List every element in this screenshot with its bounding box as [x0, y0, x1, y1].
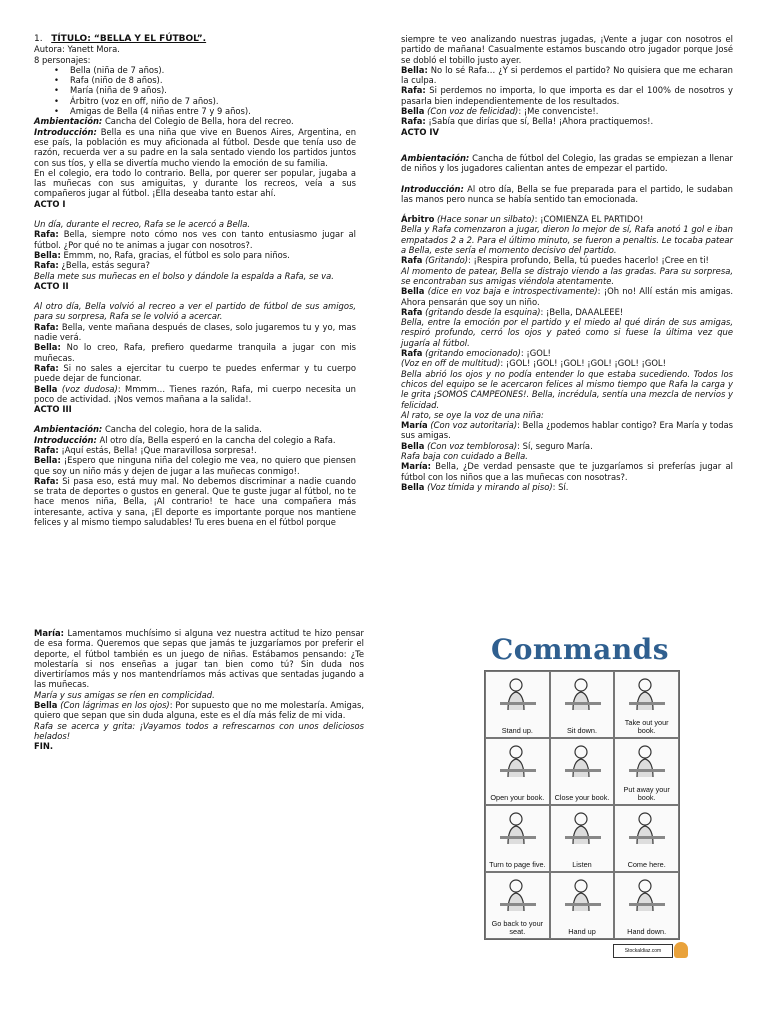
commands-grid	[484, 670, 680, 940]
setting: Ambientación: Cancha del colegio, hora de la salida.	[34, 424, 262, 435]
command-card	[614, 738, 679, 805]
command-card	[614, 872, 679, 939]
play-title: 1. TÍTULO: “BELLA Y EL FÚTBOL”.	[34, 34, 207, 44]
sit-down-icon	[561, 676, 605, 712]
setting: Ambientación: Cancha de fútbol del Colegio, las gradas se empiezan a llenar de niños y los jugadores calientan antes de empezar el partido.	[401, 152, 733, 174]
list-item: • Rafa (niño de 8 años).	[70, 75, 356, 85]
command-label: Turn to page five.	[489, 860, 546, 869]
list-item: • María (niña de 9 años).	[70, 85, 356, 95]
come-here-icon	[625, 810, 669, 846]
dialogue-line: Bella: No lo creo, Rafa, prefiero quedarme tranquila a jugar con mis muñecas.	[34, 342, 356, 363]
dialogue-line: Bella (dice en voz baja e introspectivamente): ¡Oh no! Allí están mis amigas. Ahora pensarán que soy un niño.	[401, 286, 733, 307]
open-book-icon	[496, 743, 540, 779]
command-card	[485, 872, 550, 939]
list-item: • Bella (niña de 7 años).	[70, 65, 356, 75]
author: Autora: Yanett Mora.	[34, 44, 120, 55]
dialogue-line: Bella (voz dudosa): Mmmm… Tienes razón, Rafa, mi cuerpo necesita un poco de actividad. ¡Nos vemos mañana a la salida!.	[34, 383, 356, 404]
stage-direction: Un día, durante el recreo, Rafa se le acercó a Bella.	[34, 219, 251, 230]
stage-direction: Al otro día, Bella volvió al recreo a ver el partido de fútbol de sus amigos, para su sorpresa, Rafa se le volvió a acercar.	[34, 301, 356, 322]
dialogue-line: Rafa: Bella, siempre noto cómo nos ves con tanto entusiasmo jugar al fútbol. ¿Por qué no te animas a jugar con nosotros?.	[34, 229, 356, 250]
dialogue-line: Rafa: ¿Bella, estás segura?	[34, 260, 150, 271]
act-heading: ACTO IV	[401, 126, 439, 137]
stage-direction: Bella mete sus muñecas en el bolso y dándole la espalda a Rafa, se va.	[34, 270, 334, 281]
bottom-column	[34, 628, 364, 752]
command-card	[550, 805, 615, 872]
characters-label: 8 personajes:	[34, 54, 91, 65]
stage-direction: Rafa baja con cuidado a Bella.	[401, 450, 528, 461]
command-label: Hand up	[568, 927, 596, 936]
command-card	[485, 805, 550, 872]
introduction: Introducción: Al otro día, Bella esperó en la cancha del colegio a Rafa.	[34, 434, 336, 445]
go-back-icon	[496, 877, 540, 913]
dialogue-line: María (Con voz autoritaria): Bella ¿podemos hablar contigo? Era María y todas sus amigas.	[401, 420, 734, 441]
stage-direction: Al momento de patear, Bella se distrajo viendo a las gradas. Para su sorpresa, se encontraban sus amigas viéndola atentamente.	[401, 265, 733, 286]
command-label: Go back to your seat.	[491, 919, 544, 936]
dialogue-line: Rafa (gritando desde la esquina): ¡Bella, DAAALEEE!	[401, 306, 624, 317]
command-card	[614, 805, 679, 872]
hand-up-icon	[561, 877, 605, 913]
right-column	[401, 34, 733, 492]
paragraph: En el colegio, era todo lo contrario. Bella, por querer ser popular, jugaba a las muñecas con sus amiguitas, y durante los recreos, veía a sus compañeros jugar al fútbol. ¡Ella deseaba tanto estar ahí.	[34, 167, 356, 199]
command-label: Open your book.	[490, 793, 545, 802]
dialogue-line: (Voz en off de multitud): ¡GOL! ¡GOL! ¡GOL! ¡GOL! ¡GOL! ¡GOL!	[401, 358, 666, 369]
listen-icon	[561, 810, 605, 846]
end-marker: FIN.	[34, 741, 54, 752]
act-heading: ACTO I	[34, 198, 66, 209]
setting: Ambientación: Cancha del Colegio de Bella, hora del recreo.	[34, 116, 294, 127]
command-label: Put away your book.	[623, 785, 670, 802]
act-heading: ACTO II	[34, 280, 69, 291]
dialogue-line: siempre te veo analizando nuestras jugadas, ¡Vente a jugar con nosotros el partido de mañana! Casualmente estamos buscando otro jugador porque José se dobló el tobillo justo ayer.	[401, 34, 733, 65]
dialogue-line: Bella (Con voz temblorosa): Sí, seguro María.	[401, 440, 593, 451]
command-card	[550, 671, 615, 738]
take-out-book-icon	[625, 676, 669, 712]
dialogue-line: Rafa (gritando emocionado): ¡GOL!	[401, 348, 551, 359]
command-card	[485, 671, 550, 738]
characters-list	[34, 65, 356, 116]
dialogue-line: Rafa: ¡Sabía que dirías que sí, Bella! ¡Ahora practiquemos!.	[401, 116, 654, 127]
dialogue-line: Bella (Con lágrimas en los ojos): Por supuesto que no me molestaría. Amigas, quiero que sepan que sin duda alguna, este es el día más feliz de mi vida.	[34, 700, 364, 721]
introduction: Introducción: Al otro día, Bella se fue preparada para el partido, le sudaban las manos pero nunca se había sentido tan emocionada.	[401, 183, 733, 204]
command-label: Close your book.	[554, 793, 610, 802]
act-heading: ACTO III	[34, 404, 72, 415]
command-card	[550, 738, 615, 805]
dialogue-line: Rafa (Gritando): ¡Respira profundo, Bella, tú puedes hacerlo! ¡Cree en ti!	[401, 255, 709, 266]
stage-direction: Bella y Rafa comenzaron a jugar, dieron lo mejor de sí, Rafa anotó 1 gol e iban empatados 2 a 2. Para el último minuto, se fueron a penaltis. Le tocaba patear a Bella, este sería el momento decisivo del partido.	[401, 224, 733, 256]
logo-mascot-icon	[674, 942, 688, 958]
stand-up-icon	[496, 676, 540, 712]
dialogue-line: Bella: Emmm, no, Rafa, gracias, el fútbol es solo para niños.	[34, 249, 290, 260]
command-label: Hand down.	[627, 927, 667, 936]
stage-direction: Bella, entre la emoción por el partido y el miedo al qué dirán de sus amigas, respiró profundo, cerró los ojos y pateó como si fuese la última vez que jugaría al fútbol.	[401, 317, 733, 348]
command-label: Stand up.	[501, 726, 533, 735]
dialogue-line: Rafa: Si perdemos no importa, lo que importa es dar el 100% de nosotros y pasarla bien independientemente de los resultados.	[401, 85, 733, 106]
dialogue-line: Bella: No lo sé Rafa… ¿Y si perdemos el partido? No quisiera que me echaran la culpa.	[401, 64, 733, 86]
dialogue-line: Bella (Con voz de felicidad): ¡Me convenciste!.	[401, 106, 599, 117]
dialogue-line: Árbitro (Hace sonar un silbato): ¡COMIENZA EL PARTIDO!	[401, 214, 644, 225]
command-label: Come here.	[627, 860, 666, 869]
dialogue-line: Bella: ¡Espero que ninguna niña del colegio me vea, no quiero que piensen que soy un niño más y dejen de jugar a las muñecas conmigo!.	[34, 455, 356, 476]
hand-down-icon	[625, 877, 669, 913]
introduction: Introducción: Bella es una niña que vive en Buenos Aires, Argentina, en ese país, la población es muy aficionada al fútbol. Desde que tenía uso de razón, recuerda ver a su padre en la sala sentado viendo los partidos juntos con sus tíos, y ella se divertía mucho viendo la emoción de su familia.	[34, 126, 356, 168]
command-card	[614, 671, 679, 738]
put-away-book-icon	[625, 743, 669, 779]
dialogue-line: Rafa: Si pasa eso, está muy mal. No debemos discriminar a nadie cuando se trata de deportes o gustos en general. Que te guste jugar al fútbol, no te hace menos niña, Bella, ¡Al contrario! te hace una compañera más interesante, activa y sana, ¡El deporte es importante porque nos mantiene felices y al mismo tiempo saludables! Tu eres buena en el fútbol porque	[34, 475, 356, 528]
dialogue-line: Rafa: Si no sales a ejercitar tu cuerpo te puedes enfermar y tu cuerpo puede dejar de funcionar.	[34, 362, 356, 384]
list-item: • Árbitro (voz en off, niño de 7 años).	[70, 96, 356, 106]
stage-direction: María y sus amigas se ríen en complicidad.	[34, 689, 215, 700]
command-label: Take out your book.	[624, 718, 669, 735]
logo: Stockaldiaz.com	[613, 944, 673, 958]
dialogue-line: Rafa: ¡Aquí estás, Bella! ¡Que maravillosa sorpresa!.	[34, 444, 257, 455]
dialogue-line: Rafa: Bella, vente mañana después de clases, solo jugaremos tu y yo, mas nadie verá.	[34, 321, 356, 343]
list-item: • Amigas de Bella (4 niñas entre 7 y 9 años).	[70, 106, 356, 116]
dialogue-line: Bella (Voz tímida y mirando al piso): Sí.	[401, 481, 569, 492]
left-column	[34, 34, 356, 527]
stage-direction: Bella abrió los ojos y no podía entender lo que estaba sucediendo. Todos los chicos del equipo se le acercaron felices al mismo tiempo que Rafa la carga y le grita ¡SOMOS CAMPEONES!. Bella, incrédula, sentía una mezcla de nervios y felicidad.	[401, 368, 733, 410]
command-label: Sit down.	[566, 726, 597, 735]
dialogue-line: María: Bella, ¿De verdad pensaste que te juzgaríamos si preferías jugar al fútbol con los niños que a las muñecas con nosotras?.	[401, 461, 733, 482]
command-card	[485, 738, 550, 805]
dialogue-line: María: Lamentamos muchísimo si alguna vez nuestra actitud te hizo pensar de esa forma. Queremos que sepas que jamás te juzgaríamos por preferir el deporte, el fútbol también es un juego de niñas. Estábamos pensando: ¿Te molestaría si nos enseñas a jugar tan bien como tú? Sin duda nos divertiríamos más y nos mantendríamos más activas que sentadas jugando a las muñecas.	[34, 628, 364, 690]
commands-poster	[480, 632, 698, 962]
stage-direction: Al rato, se oye la voz de una niña:	[401, 409, 544, 420]
command-card	[550, 872, 615, 939]
turn-page-icon	[496, 810, 540, 846]
poster-title: Commands	[490, 633, 670, 666]
close-book-icon	[561, 743, 605, 779]
stage-direction: Rafa se acerca y grita: ¡Vayamos todos a refrescarnos con unos deliciosos helados!	[34, 720, 364, 741]
command-label: Listen	[572, 860, 592, 869]
